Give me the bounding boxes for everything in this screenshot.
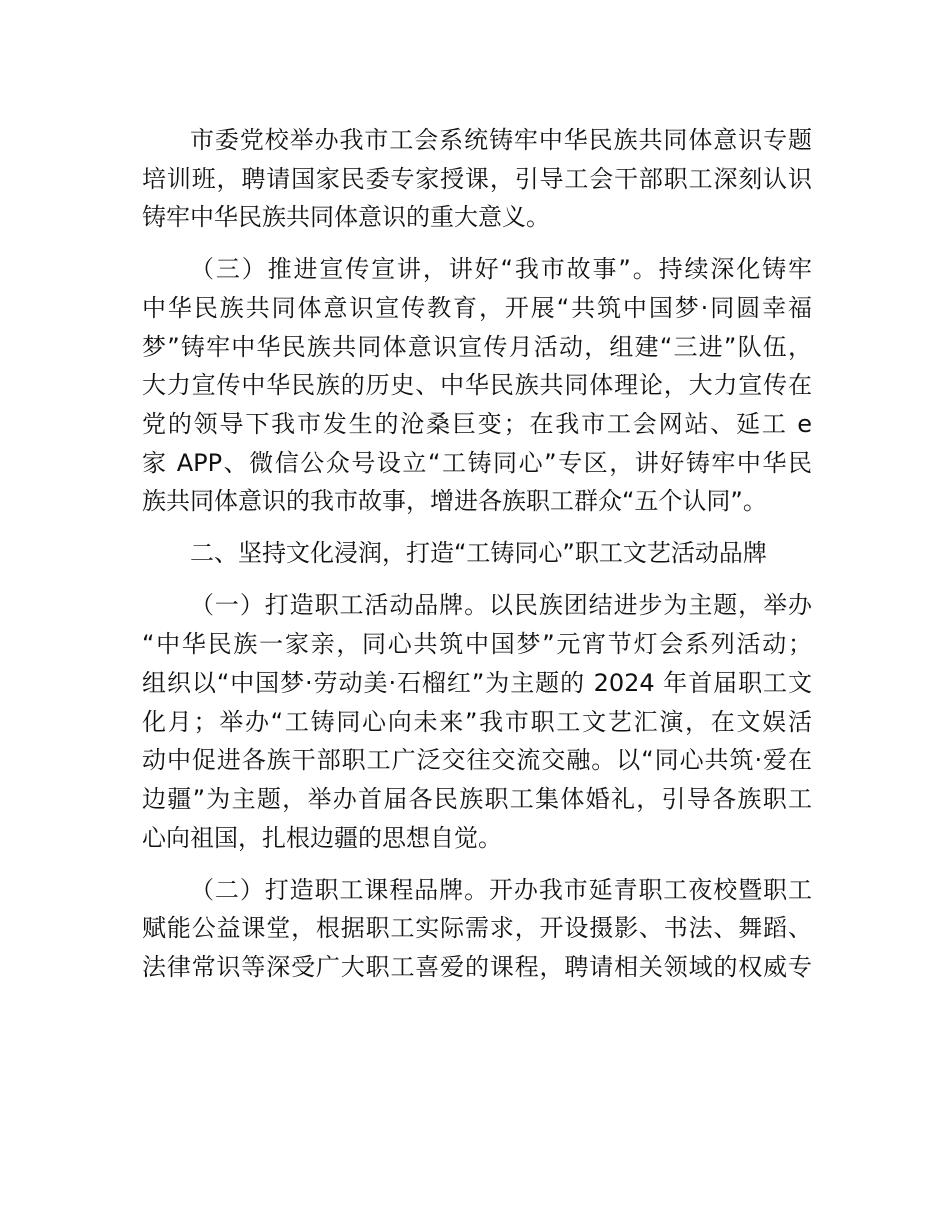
text-line: 培训班，聘请国家民委专家授课，引导工会干部职工深刻认识 bbox=[142, 164, 812, 193]
text-line: 化月；举办“工铸同心向未来”我市职工文艺汇演，在文娱活 bbox=[142, 707, 812, 736]
document-body bbox=[142, 121, 812, 987]
paragraph-training-class bbox=[142, 121, 812, 237]
paragraph-activity-brand bbox=[142, 586, 812, 857]
text-line: （一）打造职工活动品牌。以民族团结进步为主题，举办 bbox=[190, 591, 812, 620]
text-line: 大力宣传中华民族的历史、中华民族共同体理论，大力宣传在 bbox=[142, 371, 812, 400]
text-line: 市委党校举办我市工会系统铸牢中华民族共同体意识专题 bbox=[190, 126, 812, 154]
text-line: （三）推进宣传宣讲，讲好“我市故事”。持续深化铸牢 bbox=[190, 255, 812, 284]
text-line: 家 APP、微信公众号设立“工铸同心”专区，讲好铸牢中华民 bbox=[142, 448, 812, 477]
text-line: 边疆”为主题，举办首届各民族职工集体婚礼，引导各族职工 bbox=[142, 784, 812, 813]
text-line: 心向祖国，扎根边疆的思想自觉。 bbox=[142, 823, 502, 852]
text-line: 族共同体意识的我市故事，增进各族职工群众“五个认同”。 bbox=[142, 487, 767, 516]
section-heading bbox=[142, 534, 812, 573]
text-line: 党的领导下我市发生的沧桑巨变；在我市工会网站、延工 e bbox=[142, 410, 812, 439]
text-line: 动中促进各族干部职工广泛交往交流交融。以“同心共筑·爱在 bbox=[142, 746, 812, 775]
text-line: 组织以“中国梦·劳动美·石榴红”为主题的 2024 年首届职工文 bbox=[142, 668, 812, 697]
paragraph-course-brand bbox=[142, 871, 812, 987]
paragraph-propaganda bbox=[142, 250, 812, 521]
text-line: 铸牢中华民族共同体意识的重大意义。 bbox=[142, 203, 550, 232]
text-line: 法律常识等深受广大职工喜爱的课程，聘请相关领域的权威专 bbox=[142, 952, 812, 981]
text-line: 二、坚持文化浸润，打造“工铸同心”职工文艺活动品牌 bbox=[190, 539, 767, 568]
text-line: “中华民族一家亲，同心共筑中国梦”元宵节灯会系列活动； bbox=[142, 630, 812, 659]
text-line: 赋能公益课堂，根据职工实际需求，开设摄影、书法、舞蹈、 bbox=[142, 914, 812, 943]
text-line: 中华民族共同体意识宣传教育，开展“共筑中国梦·同圆幸福 bbox=[142, 294, 812, 323]
text-line: （二）打造职工课程品牌。开办我市延青职工夜校暨职工 bbox=[190, 875, 812, 904]
text-line: 梦”铸牢中华民族共同体意识宣传月活动，组建“三进”队伍， bbox=[142, 332, 812, 361]
